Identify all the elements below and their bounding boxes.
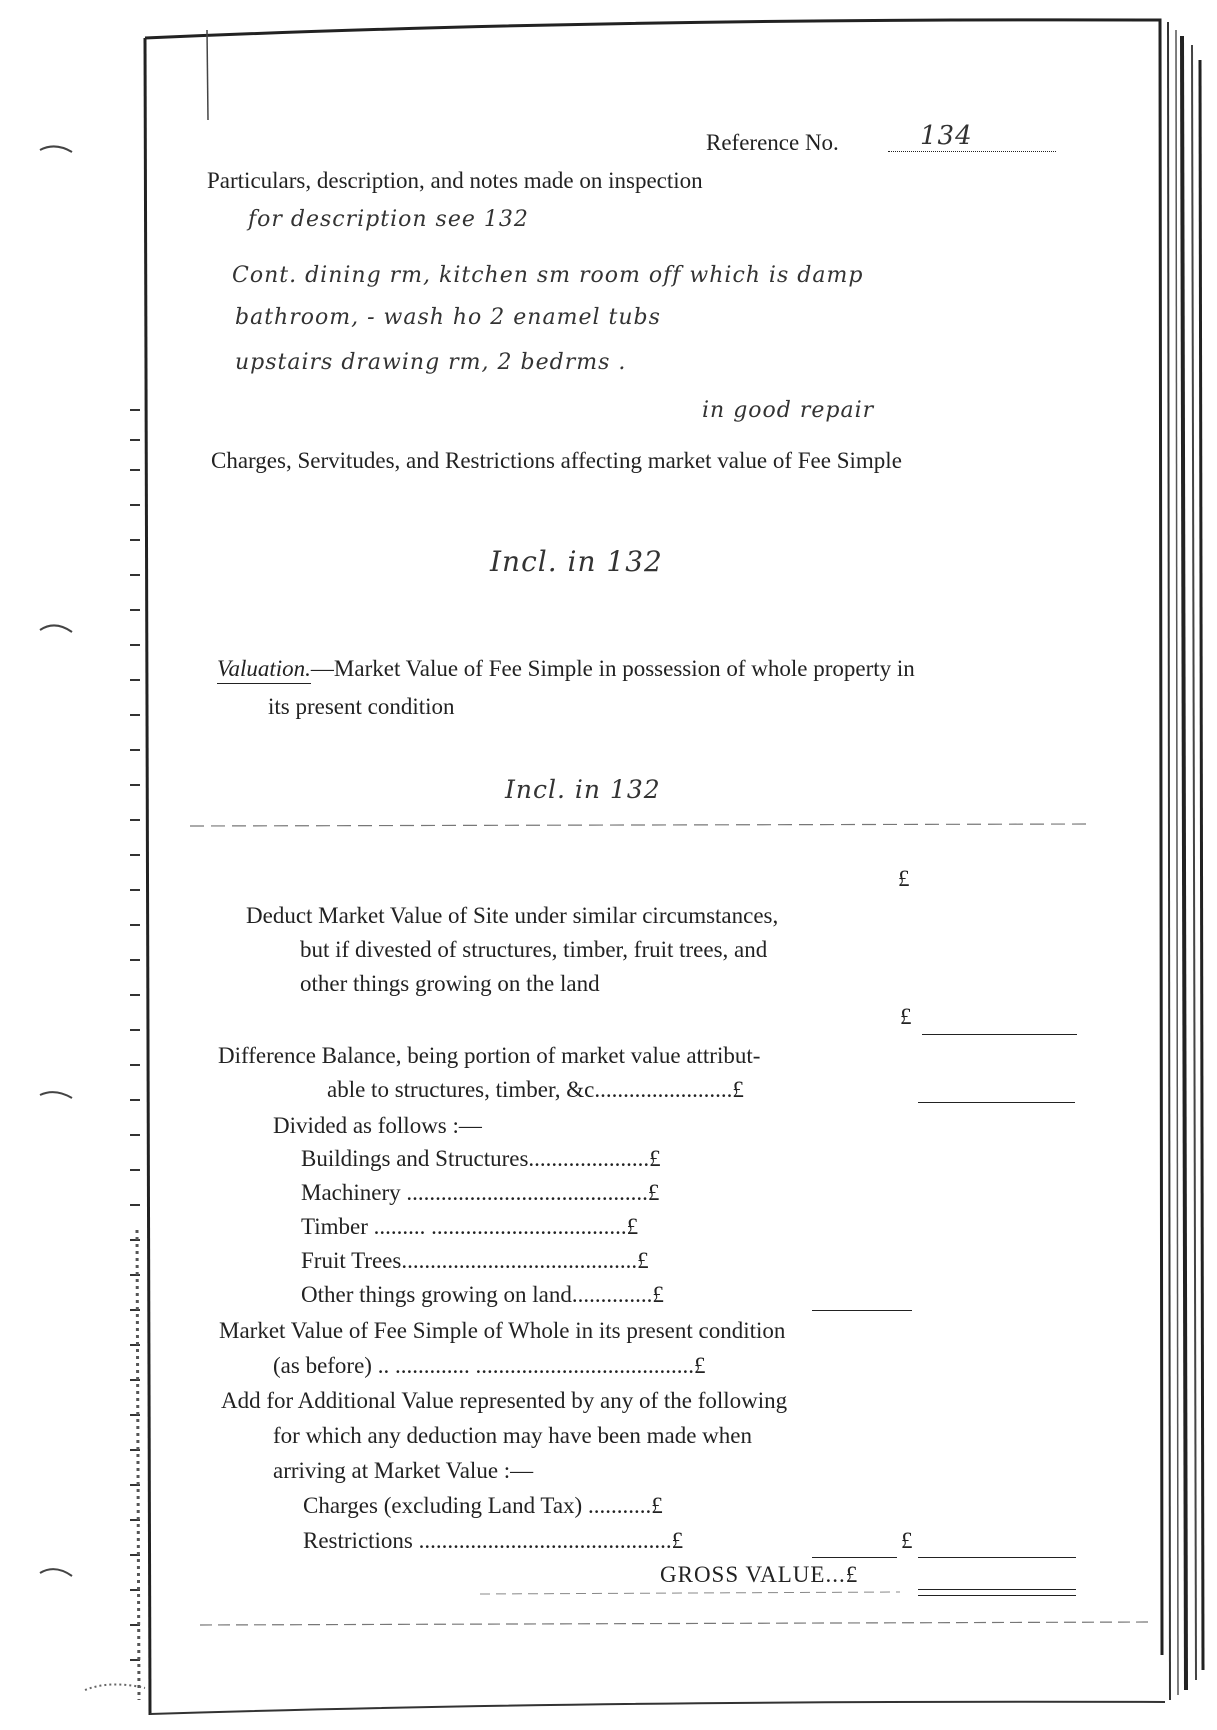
deduct-amount-line <box>922 1034 1077 1035</box>
market-whole-line-1: Market Value of Fee Simple of Whole in its present condition <box>219 1318 786 1343</box>
gross-value-label: GROSS VALUE...£ <box>660 1562 859 1587</box>
gross-value-line-2 <box>918 1595 1076 1596</box>
restrictions-row: Restrictions ............................................£ <box>303 1528 684 1553</box>
difference-line-1: Difference Balance, being portion of market value attribut- <box>218 1043 761 1068</box>
subtotal-line <box>812 1310 912 1311</box>
market-whole-line-2: (as before) .. ............. ......................................£ <box>273 1353 706 1378</box>
additions-total-line <box>918 1557 1076 1558</box>
add-line-3: arriving at Market Value :— <box>273 1458 534 1483</box>
add-line-2: for which any deduction may have been made when <box>273 1423 752 1448</box>
machinery-row: Machinery ..........................................£ <box>301 1180 660 1205</box>
pound-sign-2: £ <box>900 1004 912 1029</box>
handwritten-note-line-1: for description see 132 <box>248 207 529 232</box>
particulars-heading: Particulars, description, and notes made on inspection <box>207 168 703 193</box>
gross-value-line-1 <box>918 1589 1076 1590</box>
add-line-1: Add for Additional Value represented by any of the following <box>221 1388 788 1413</box>
charges-row: Charges (excluding Land Tax) ...........£ <box>303 1493 663 1518</box>
other-things-row: Other things growing on land..............£ <box>301 1282 664 1307</box>
reference-line <box>888 151 1056 152</box>
valuation-line-1 <box>217 656 915 682</box>
charges-heading: Charges, Servitudes, and Restrictions affecting market value of Fee Simple <box>211 448 902 473</box>
difference-amount-line <box>918 1102 1075 1103</box>
difference-line-2: able to structures, timber, &c........................£ <box>327 1077 744 1102</box>
deduct-line-2: but if divested of structures, timber, fruit trees, and <box>300 937 768 962</box>
pound-sign-1: £ <box>898 866 910 891</box>
fruit-trees-row: Fruit Trees.........................................£ <box>301 1248 649 1273</box>
handwritten-note-line-5: in good repair <box>702 398 875 423</box>
restrictions-amount-line <box>812 1557 897 1558</box>
handwritten-note-line-4: upstairs drawing rm, 2 bedrms . <box>235 350 627 375</box>
reference-label: Reference No. <box>706 130 839 155</box>
buildings-row: Buildings and Structures.....................£ <box>301 1146 661 1171</box>
valuation-handwritten-note: Incl. in 132 <box>505 775 661 804</box>
charges-handwritten-note: Incl. in 132 <box>490 545 663 578</box>
valuation-line-2: its present condition <box>268 694 455 719</box>
deduct-line-3: other things growing on the land <box>300 971 600 996</box>
timber-row: Timber ......... ..................................£ <box>301 1214 639 1239</box>
deduct-line-1: Deduct Market Value of Site under similar circumstances, <box>246 903 779 928</box>
handwritten-note-line-2: Cont. dining rm, kitchen sm room off which is damp <box>232 263 864 288</box>
pound-sign-3: £ <box>901 1528 913 1553</box>
reference-number: 134 <box>920 121 973 151</box>
valuation-label: Valuation. <box>217 656 311 684</box>
valuation-text-1: —Market Value of Fee Simple in possession of whole property in <box>310 656 915 681</box>
divided-heading: Divided as follows :— <box>273 1113 482 1138</box>
handwritten-note-line-3: bathroom, - wash ho 2 enamel tubs <box>235 305 661 330</box>
